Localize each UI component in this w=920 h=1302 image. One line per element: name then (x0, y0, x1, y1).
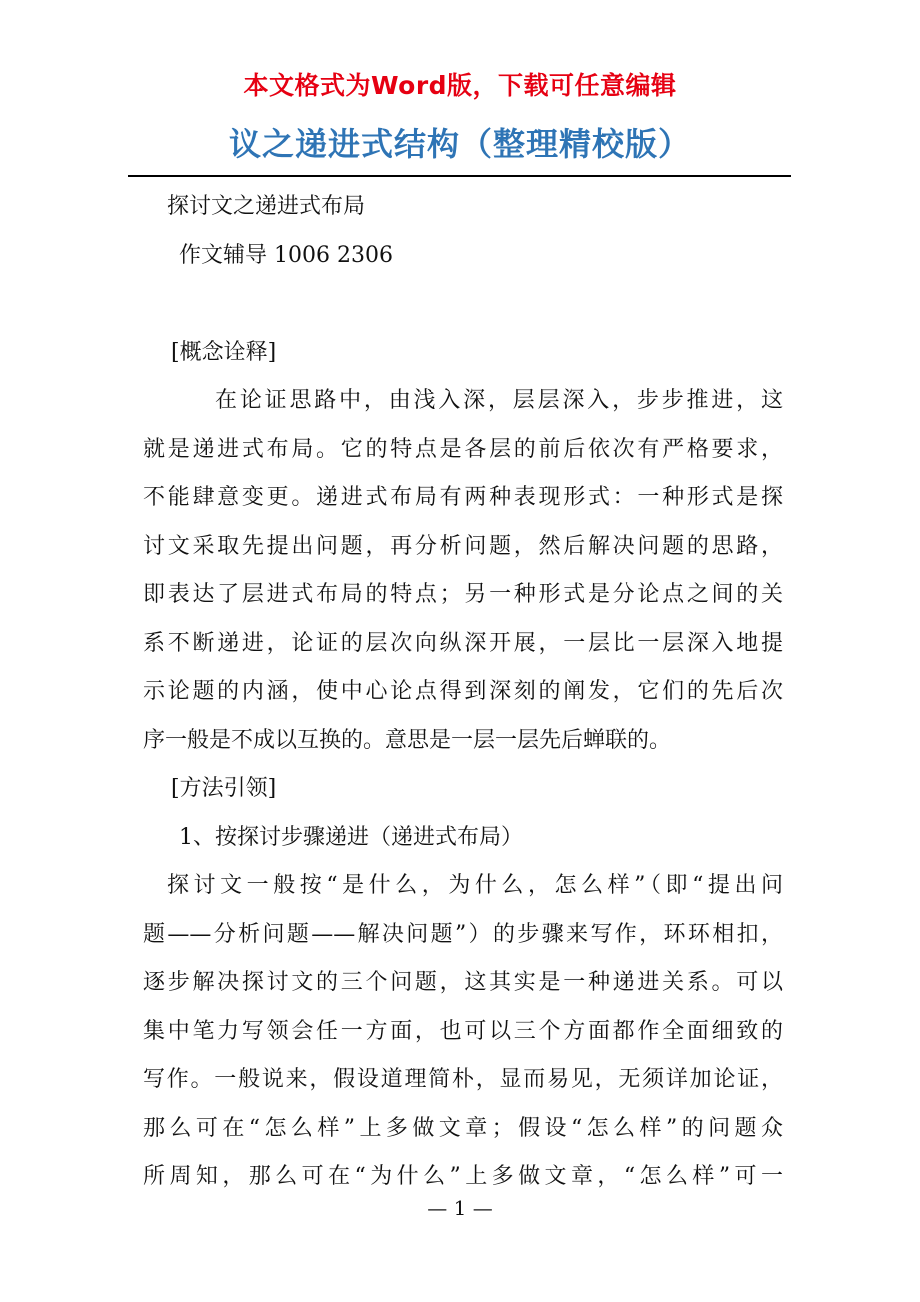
paragraph-line: 系不断递进，论证的层次向纵深开展，一层比一层深入地提 (143, 630, 783, 656)
paragraph-line: 所周知，那么可在“为什么”上多做文章，“怎么样”可一 (143, 1164, 783, 1189)
paragraph-line: 集中笔力写领会任一方面，也可以三个方面都作全面细致的 (143, 1018, 783, 1044)
paragraph-line: 在论证思路中，由浅入深，层层深入，步步推进，这 (215, 388, 783, 413)
paragraph-concept (143, 377, 783, 765)
paragraph-line: 探讨文一般按“是什么，为什么，怎么样”（即“提出问 (167, 873, 783, 898)
article-meta: 作文辅导 1006 2306 (179, 242, 393, 268)
article-heading: 探讨文之递进式布局 (167, 194, 366, 219)
paragraph-method (143, 862, 783, 1202)
paragraph-line: 即表达了层进式布局的特点；另一种形式是分论点之间的关 (143, 582, 783, 607)
document-body (143, 183, 783, 1202)
paragraph-line: 讨文采取先提出问题，再分析问题，然后解决问题的思路， (143, 533, 783, 559)
document-title: 议之递进式结构（整理精校版） (228, 125, 691, 163)
item-heading: 1、按探讨步骤递进（递进式布局） (179, 824, 523, 850)
paragraph-line: 题——分析问题——解决问题”）的步骤来写作，环环相扣， (143, 921, 783, 947)
paragraph-line: 逐步解决探讨文的三个问题，这其实是一种递进关系。可以 (143, 970, 783, 995)
paragraph-line: 不能肆意变更。递进式布局有两种表现形式：一种形式是探 (143, 485, 783, 510)
paragraph-line: 那么可在“怎么样”上多做文章；假设“怎么样”的问题众 (143, 1115, 783, 1141)
section-label-concept: [概念诠释] (171, 339, 277, 365)
title-divider (128, 175, 791, 177)
download-banner: 本文格式为Word版，下载可任意编辑 (243, 71, 677, 100)
paragraph-line: 示论题的内涵，使中心论点得到深刻的阐发，它们的先后次 (143, 679, 783, 704)
blank-line (143, 280, 783, 329)
paragraph-line: 写作。一般说来，假设道理简朴，显而易见，无须详加论证， (143, 1067, 783, 1092)
paragraph-line: 序一般是不成以互换的。意思是一层一层先后蝉联的。 (143, 727, 672, 753)
section-label-method: [方法引领] (171, 776, 277, 801)
paragraph-line: 就是递进式布局。它的特点是各层的前后依次有严格要求， (143, 436, 783, 462)
page-number: — 1 — (427, 1196, 493, 1220)
